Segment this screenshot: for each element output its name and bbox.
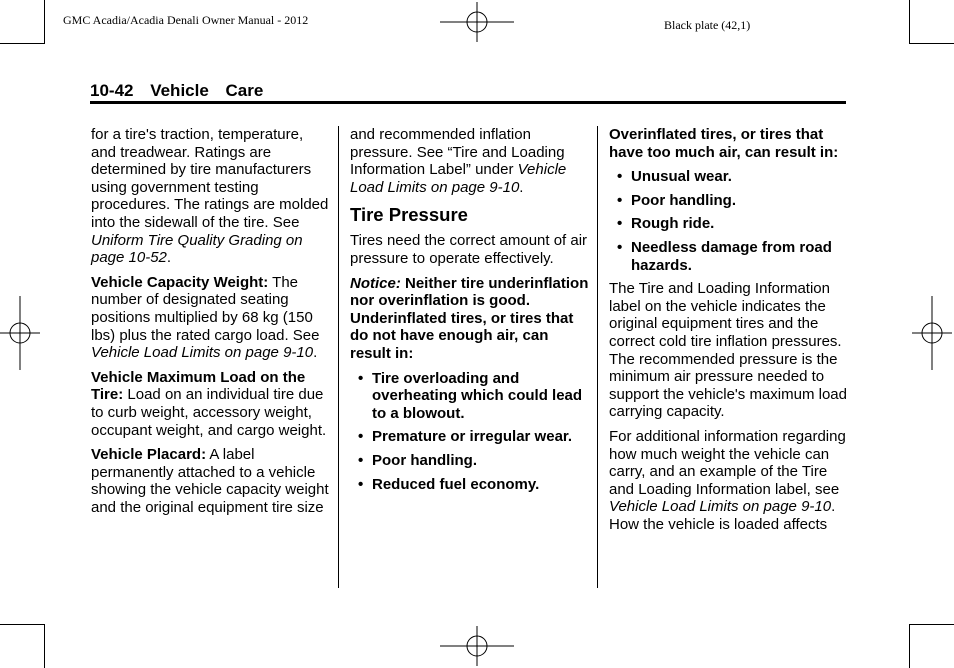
registration-mark-left (0, 296, 40, 370)
list-item (609, 192, 849, 210)
crop-mark (909, 0, 910, 44)
column-3 (609, 126, 849, 540)
crop-mark (910, 624, 954, 625)
list-item (350, 476, 590, 494)
overinflation-list (609, 168, 849, 274)
column-divider (597, 126, 598, 588)
paragraph: Tires need the correct amount of air pressure to operate effectively. (350, 232, 588, 267)
bullet-icon: • (358, 369, 364, 387)
list-item-text: Tire overloading and overheating which could lead to a blowout. (372, 369, 583, 422)
cross-reference-link[interactable]: Vehicle Load Limits on page 9-10 (91, 344, 314, 362)
list-item-text: Poor handling. (372, 451, 477, 469)
cross-reference-link[interactable]: Vehicle Load Limits on page 9-10 (350, 161, 567, 196)
list-item (350, 370, 590, 423)
crop-mark (0, 43, 44, 44)
page-section-title: 10-42 Vehicle Care (90, 81, 264, 100)
list-item-text: Unusual wear. (631, 168, 732, 186)
bullet-icon: • (358, 428, 364, 446)
text: . (519, 178, 524, 196)
list-item-text: Needless damage from road hazards. (631, 238, 832, 274)
paragraph (91, 126, 331, 267)
bullet-icon: • (617, 215, 623, 233)
cross-reference-link[interactable]: Vehicle Load Limits on page 9-10 (609, 498, 832, 516)
list-item-text: Reduced fuel economy. (372, 475, 540, 493)
definition-term: Vehicle Placard: (91, 446, 207, 464)
paragraph (350, 126, 590, 196)
crop-mark (909, 624, 910, 668)
definition-capacity-weight (91, 274, 331, 362)
column-2 (350, 126, 590, 499)
registration-mark-bottom (440, 626, 514, 666)
list-item (350, 452, 590, 470)
notice (350, 275, 590, 363)
crop-mark (0, 624, 44, 625)
bullet-icon: • (358, 451, 364, 469)
definition-term: Vehicle Maximum Load on the Tire: (91, 368, 306, 404)
bullet-icon: • (617, 168, 623, 186)
bullet-icon: • (358, 475, 364, 493)
text: . How the vehicle is loaded affects (609, 498, 836, 533)
manual-title: GMC Acadia/Acadia Denali Owner Manual - 2012 (63, 13, 309, 27)
text: . (166, 249, 172, 267)
definition-term: Vehicle Capacity Weight: (91, 273, 269, 291)
list-item (609, 239, 849, 274)
crop-mark (44, 624, 45, 668)
bullet-icon: • (617, 238, 623, 256)
list-item (609, 168, 849, 186)
overinflation-lead: Overinflated tires, or tires that have too much air, can result in: (609, 126, 839, 161)
definition-vehicle-placard (91, 446, 331, 516)
list-item-text: Poor handling. (631, 191, 736, 209)
text: . (313, 344, 318, 362)
column-1 (91, 126, 331, 523)
list-item (609, 215, 849, 233)
section-heading: Tire Pressure (350, 204, 468, 226)
text: for a tire's traction, temperature, and treadwear. Ratings are determined by tire manufacturers using government testing procedures. The ratings are molded into the sidewall of the tire. See (91, 126, 329, 231)
text: The number of designated seating positions multiplied by 68 kg (150 lbs) plus the rated cargo load. See (91, 273, 320, 344)
definition-maximum-load (91, 369, 331, 439)
column-divider (338, 126, 339, 588)
underinflation-list (350, 370, 590, 494)
list-item-text: Rough ride. (631, 215, 715, 233)
bullet-icon: • (617, 191, 623, 209)
text: Load on an individual tire due to curb weight, accessory weight, occupant weight, and cargo weight. (91, 386, 327, 439)
plate-label: Black plate (42,1) (664, 18, 751, 32)
notice-label: Notice: (350, 274, 401, 292)
cross-reference-link[interactable]: Uniform Tire Quality Grading on page 10-52 (91, 231, 303, 267)
registration-mark-top (440, 2, 514, 42)
header-rule (90, 101, 846, 104)
text: For additional information regarding how much weight the vehicle can carry, and an example of the Tire and Loading Information label, see (609, 427, 846, 498)
text: and recommended inflation pressure. See “Tire and Loading Information Label” under (350, 126, 565, 179)
paragraph: The Tire and Loading Information label on the vehicle indicates the original equipment tires and the correct cold tire inflation pressures. The recommended pressure is the minimum air pressure needed to support the vehicle's maximum load carrying capacity. (609, 280, 847, 421)
list-item-text: Premature or irregular wear. (372, 428, 573, 446)
crop-mark (44, 0, 45, 44)
text: A label permanently attached to a vehicle showing the vehicle capacity weight and the original equipment tire size (91, 446, 329, 516)
crop-mark (910, 43, 954, 44)
registration-mark-right (912, 296, 952, 370)
paragraph (609, 428, 849, 534)
list-item (350, 428, 590, 446)
notice-text: Neither tire underinflation nor overinflation is good. Underinflated tires, or tires that do not have enough air, can result in: (350, 274, 589, 362)
